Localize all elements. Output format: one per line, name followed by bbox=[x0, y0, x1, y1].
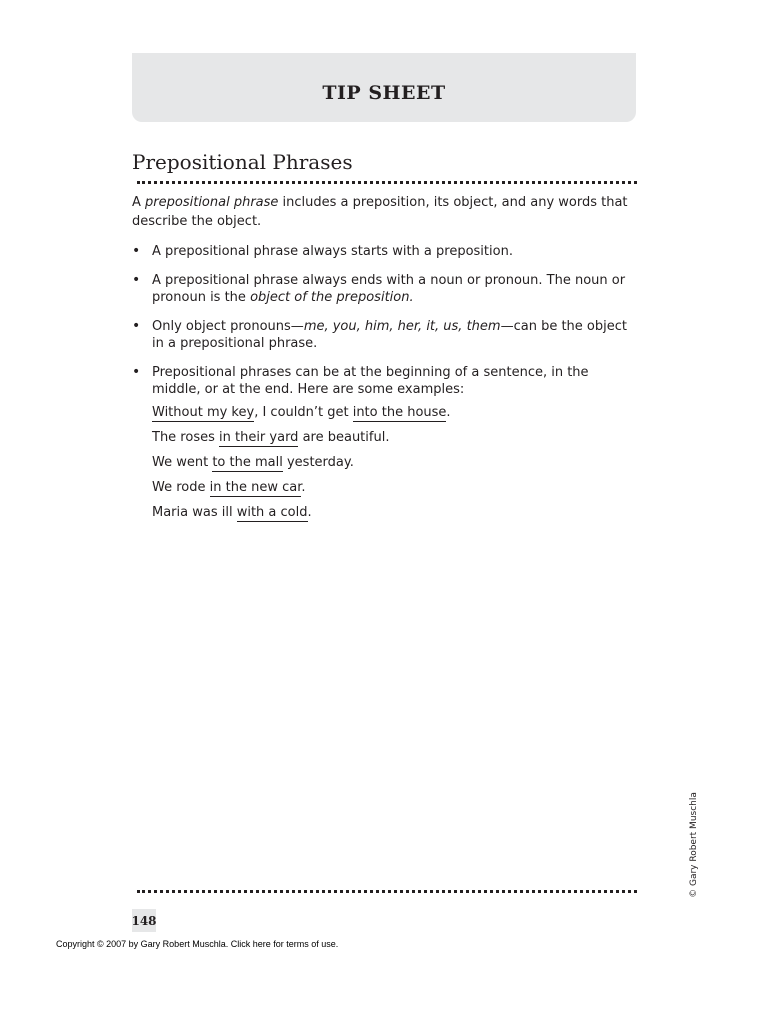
example-sentence bbox=[152, 479, 637, 496]
bullet-item bbox=[132, 364, 637, 521]
underlined-phrase: into the house bbox=[352, 405, 447, 420]
example-text: We went bbox=[152, 455, 213, 470]
side-credit-text: © Gary Robert Muschla bbox=[689, 792, 699, 898]
bullet-4-text: • Prepositional phrases can be at the beginning of a sentence, in the middle, or at the end. Here are some examples: bbox=[152, 365, 589, 397]
section-title: Prepositional Phrases bbox=[132, 150, 353, 174]
example-text: are beautiful. bbox=[298, 430, 390, 445]
underlined-phrase: in the new car bbox=[209, 480, 302, 495]
bullet-3-start: Only object pronouns— bbox=[152, 319, 304, 334]
header-title: TIP SHEET bbox=[322, 81, 446, 104]
bullet-1-text: A prepositional phrase always starts with a preposition. bbox=[152, 244, 513, 259]
example-text: Maria was ill bbox=[152, 505, 237, 520]
example-text: yesterday. bbox=[282, 455, 354, 470]
example-text: . bbox=[307, 505, 312, 520]
example-sentence bbox=[152, 454, 637, 471]
page-number: 148 bbox=[132, 909, 156, 932]
bullet-item bbox=[132, 272, 637, 306]
header-banner bbox=[132, 53, 636, 122]
underlined-phrase: to the mall bbox=[212, 455, 283, 470]
intro-paragraph bbox=[132, 193, 637, 231]
example-sentence bbox=[152, 504, 637, 521]
intro-text-a: A bbox=[132, 195, 146, 210]
top-dotted-divider bbox=[137, 181, 637, 184]
underlined-phrase: Without my key bbox=[152, 405, 255, 420]
example-text: We rode bbox=[152, 480, 210, 495]
example-text: . bbox=[301, 480, 306, 495]
example-text: . bbox=[446, 405, 451, 420]
underlined-phrase: with a cold bbox=[236, 505, 308, 520]
example-text: The roses bbox=[152, 430, 219, 445]
bullet-item bbox=[132, 318, 637, 352]
bullet-list bbox=[132, 243, 637, 521]
examples-list bbox=[152, 404, 637, 521]
example-sentence bbox=[152, 429, 637, 446]
bottom-dotted-divider bbox=[137, 890, 637, 893]
bullet-2-text: A prepositional phrase always ends with a noun or pronoun. The noun or pronoun is the bbox=[152, 273, 626, 305]
bullet-3-end: —can be the object in a prepositional phrase. bbox=[152, 319, 627, 351]
intro-text-rest: includes a preposition, its object, and any words that describe the object. bbox=[132, 195, 628, 229]
underlined-phrase: in their yard bbox=[219, 430, 299, 445]
copyright-link[interactable]: Copyright © 2007 by Gary Robert Muschla. Click here for terms of use. bbox=[56, 939, 339, 949]
example-sentence bbox=[152, 404, 637, 421]
bullet-item bbox=[132, 243, 637, 260]
intro-term: prepositional phrase bbox=[145, 195, 279, 210]
bullet-2-italic: object of the preposition. bbox=[250, 290, 414, 305]
bullet-3-pronouns: me, you, him, her, it, us, them bbox=[303, 319, 501, 334]
example-text: , I couldn’t get bbox=[254, 405, 353, 420]
content bbox=[132, 193, 637, 533]
